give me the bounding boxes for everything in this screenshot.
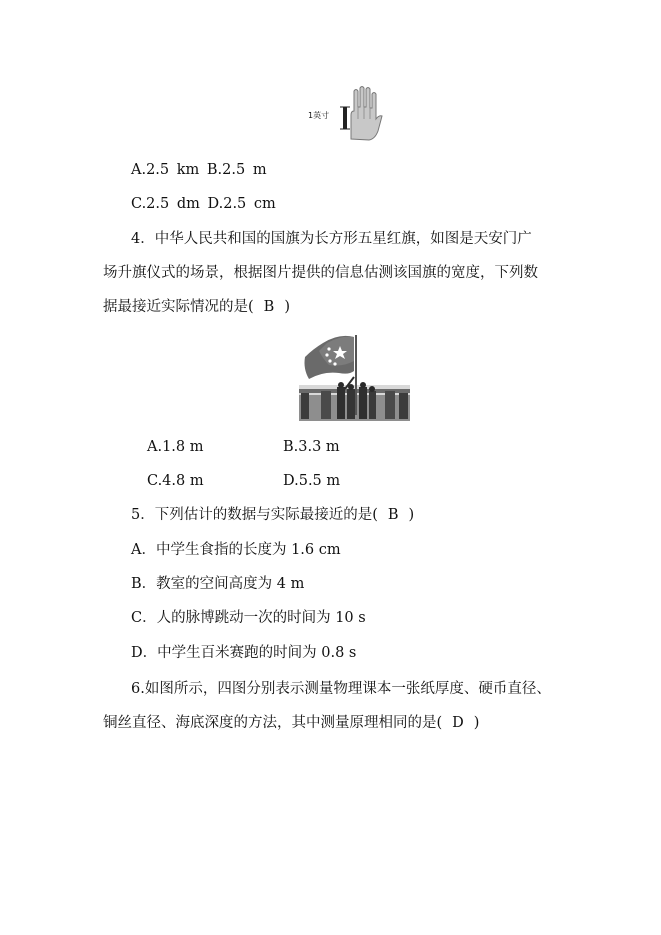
q5-option-c: C．人的脉博跳动一次的时间为 10 s xyxy=(131,610,366,626)
q4-option-a: A.1.8 m xyxy=(147,439,204,455)
q4-close-paren: ) xyxy=(284,299,290,315)
q4-option-d: D.5.5 m xyxy=(283,473,341,489)
q5-option-b: B．教室的空间高度为 4 m xyxy=(131,576,305,592)
q5-answer: B xyxy=(387,507,399,523)
q4-stem-line-2: 场升旗仪式的场景，根据图片提供的信息估测该国旗的宽度，下列数 xyxy=(103,265,538,281)
q6-answer: D xyxy=(452,715,464,731)
hand-inch-figure xyxy=(305,85,389,141)
q5-stem-prefix: 5．下列估计的数据与实际最接近的是( xyxy=(131,507,378,523)
q3-option-row-1: A.2.5 km B.2.5 m xyxy=(131,162,267,178)
q4-stem-line-3 xyxy=(103,297,290,317)
flag-raising-image xyxy=(299,331,410,421)
q5-stem xyxy=(131,505,414,525)
flag-raising-photo xyxy=(299,331,410,421)
q4-option-c: C.4.8 m xyxy=(147,473,204,489)
q6-stem-line-2 xyxy=(103,713,479,733)
q4-stem-line-1: 4．中华人民共和国的国旗为长方形五星红旗，如图是天安门广 xyxy=(131,231,532,247)
q5-option-a: A．中学生食指的长度为 1.6 cm xyxy=(131,542,341,558)
q6-close-paren: ) xyxy=(473,715,480,731)
q6-stem-prefix: 铜丝直径、海底深度的方法，其中测量原理相同的是( xyxy=(103,715,443,731)
hand-icon xyxy=(305,85,389,141)
inch-label: 1英寸 xyxy=(308,111,330,120)
q3-option-row-2: C.2.5 dm D.2.5 cm xyxy=(131,196,276,212)
q5-option-d: D．中学生百米赛跑的时间为 0.8 s xyxy=(131,645,357,661)
q4-option-b: B.3.3 m xyxy=(283,439,340,455)
q6-stem-line-1: 6.如图所示，四图分别表示测量物理课本一张纸厚度、硬币直径、 xyxy=(131,681,551,697)
q5-close-paren: ) xyxy=(408,507,415,523)
q4-answer: B xyxy=(263,299,275,315)
q4-stem-prefix: 据最接近实际情况的是( xyxy=(103,299,254,315)
